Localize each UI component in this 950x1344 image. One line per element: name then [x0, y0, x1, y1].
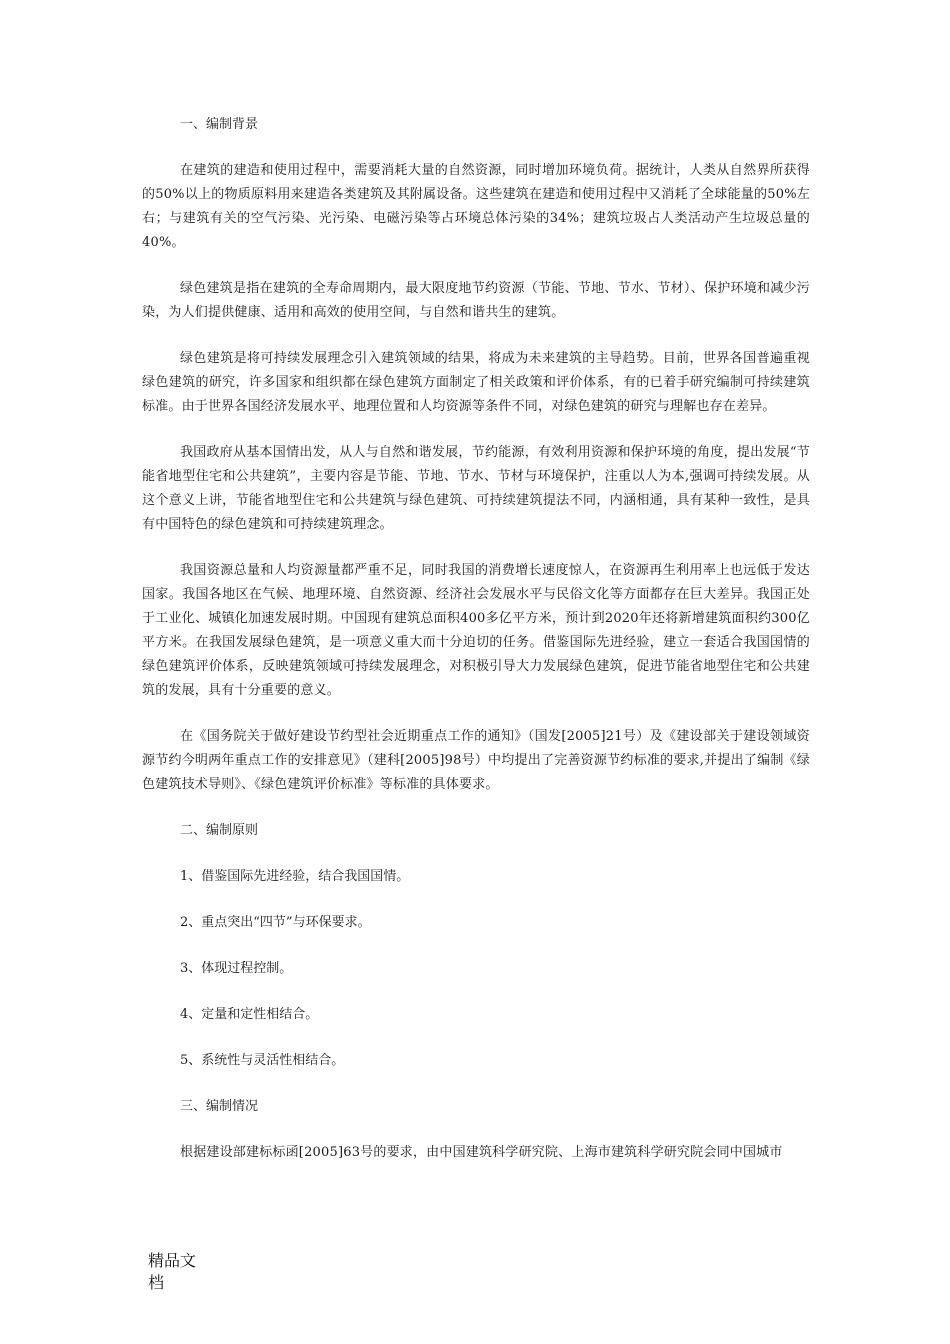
document-body [142, 113, 810, 1187]
paragraph-national-policy: 我国政府从基本国情出发，从人与自然和谐发展，节约能源，有效利用资源和保护环境的角度，提出发展“节能省地型住宅和公共建筑”，主要内容是节能、节地、节水、节材与环境保护，注重以人为本,强调可持续发展。从这个意义上讲，节能省地型住宅和公共建筑与绿色建筑、可持续建筑提法不同，内涵相通，具有某种一致性，是具有中国特色的绿色建筑和可持续建筑理念。 [142, 445, 810, 532]
principle-item-3: 3、体现过程控制。 [180, 961, 293, 976]
paragraph-compilation-status: 根据建设部建标标函[2005]63号的要求，由中国建筑科学研究院、上海市建筑科学研究院会同中国城市 [180, 1145, 783, 1160]
principle-item-5: 5、系统性与灵活性相结合。 [180, 1053, 345, 1068]
paragraph-state-council-notice: 在《国务院关于做好建设节约型社会近期重点工作的通知》（国发[2005]21号）及《建设部关于建设领域资源节约今明两年重点工作的安排意见》（建科[2005]98号）中均提出了完善资源节约标准的要求,并提出了编制《绿色建筑技术导则》、《绿色建筑评价标准》等标准的具体要求。 [142, 729, 810, 792]
section-title-background: 一、编制背景 [180, 117, 259, 132]
section-title-principles: 二、编制原则 [180, 823, 259, 838]
section-title-status: 三、编制情况 [180, 1099, 259, 1114]
paragraph-resource-shortage: 我国资源总量和人均资源量都严重不足，同时我国的消费增长速度惊人，在资源再生利用率上也远低于发达国家。我国各地区在气候、地理环境、自然资源、经济社会发展水平与民俗文化等方面都存在巨大差异。我国正处于工业化、城镇化加速发展时期。中国现有建筑总面积400多亿平方米，预计到2020年还将新增建筑面积约300亿平方米。在我国发展绿色建筑，是一项意义重大而十分迫切的任务。借鉴国际先进经验，建立一套适合我国国情的绿色建筑评价体系，反映建筑领域可持续发展理念，对积极引导大力发展绿色建筑，促进节能省地型住宅和公共建筑的发展，具有十分重要的意义。 [142, 563, 810, 698]
principle-item-2: 2、重点突出“四节”与环保要求。 [180, 915, 371, 930]
principle-item-1: 1、借鉴国际先进经验，结合我国国情。 [180, 869, 410, 884]
principle-item-4: 4、定量和定性相结合。 [180, 1007, 319, 1022]
watermark-label: 精品文档 [148, 1251, 197, 1292]
paragraph-sustainable-trend: 绿色建筑是将可持续发展理念引入建筑领域的结果，将成为未来建筑的主导趋势。目前，世界各国普遍重视绿色建筑的研究，许多国家和组织都在绿色建筑方面制定了相关政策和评价体系，有的已着手研究编制可持续建筑标准。由于世界各国经济发展水平、地理位置和人均资源等条件不同，对绿色建筑的研究与理解也存在差异。 [142, 351, 810, 414]
paragraph-resource-consumption: 在建筑的建造和使用过程中，需要消耗大量的自然资源，同时增加环境负荷。据统计，人类从自然界所获得的50%以上的物质原料用来建造各类建筑及其附属设备。这些建筑在建造和使用过程中又消耗了全球能量的50%左右；与建筑有关的空气污染、光污染、电磁污染等占环境总体污染的34%；建筑垃圾占人类活动产生垃圾总量的40%。 [142, 163, 810, 250]
paragraph-green-building-definition: 绿色建筑是指在建筑的全寿命周期内，最大限度地节约资源（节能、节地、节水、节材）、保护环境和减少污染，为人们提供健康、适用和高效的使用空间，与自然和谐共生的建筑。 [142, 281, 810, 320]
